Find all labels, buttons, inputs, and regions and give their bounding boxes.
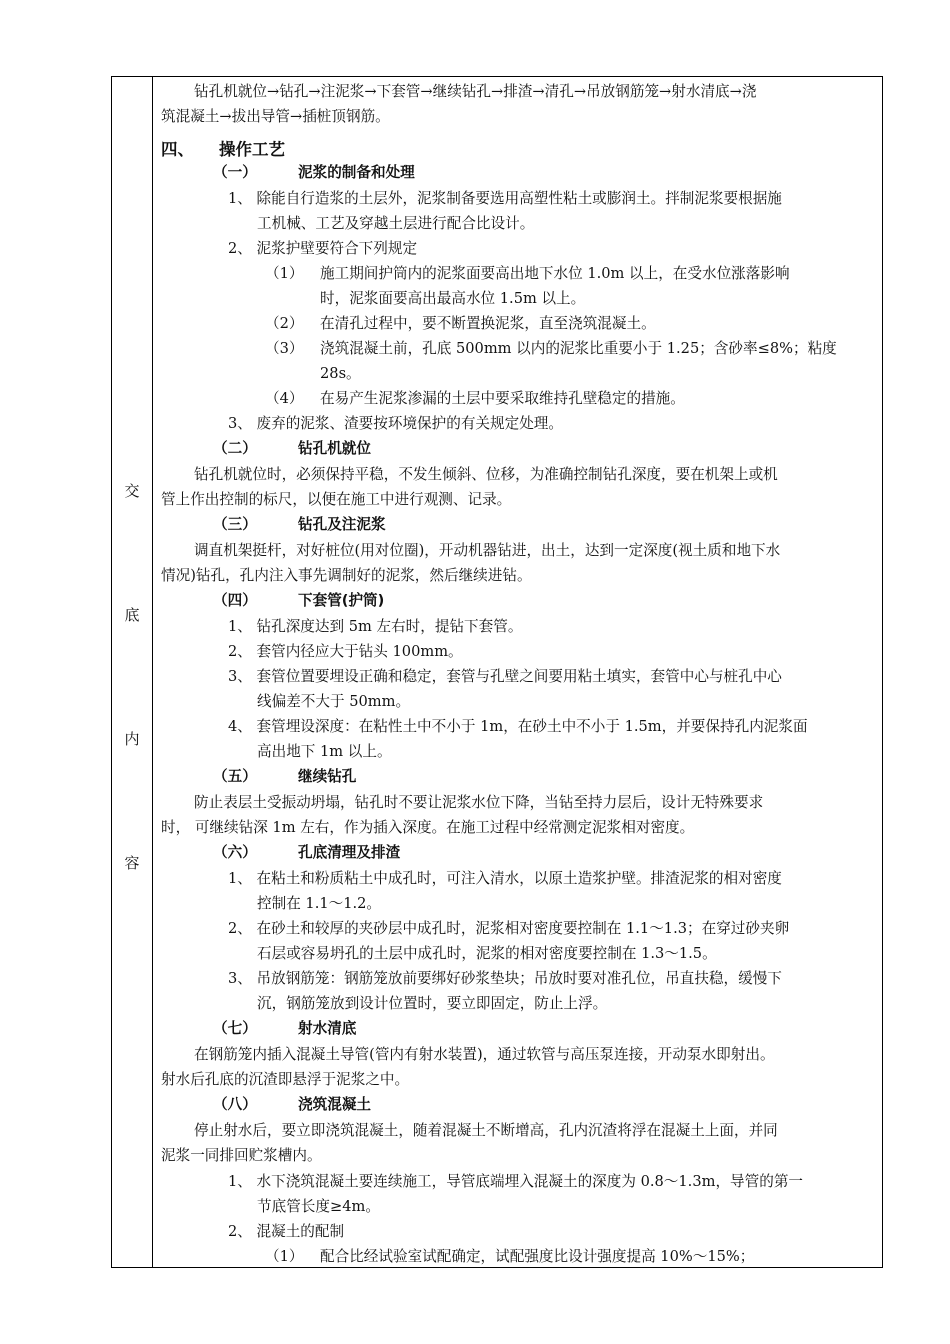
text-line: 2、 混凝土的配制 xyxy=(228,1223,345,1240)
text-line: 线偏差不大于 50mm。 xyxy=(257,693,411,710)
text-line: 2、 在砂土和较厚的夹砂层中成孔时，泥浆相对密度要控制在 1.1～1.3；在穿过砂夹卵 xyxy=(228,920,790,937)
text-line: 2、 泥浆护壁要符合下列规定 xyxy=(228,240,418,257)
text-line: 沉，钢筋笼放到设计位置时，要立即固定，防止上浮。 xyxy=(257,995,608,1012)
side-label-char: 内 xyxy=(124,730,140,748)
section-heading: （三） xyxy=(213,516,257,533)
text-line: 筑混凝土→拔出导管→插桩顶钢筋。 xyxy=(161,108,390,125)
text-line: 3、 废弃的泥浆、渣要按环境保护的有关规定处理。 xyxy=(228,415,563,432)
text-line: 停止射水后，要立即浇筑混凝土，随着混凝土不断增高，孔内沉渣将浮在混凝土上面，并同 xyxy=(194,1122,778,1139)
section-heading: 钻孔及注泥浆 xyxy=(298,516,386,533)
text-line: 射水后孔底的沉渣即悬浮于泥浆之中。 xyxy=(161,1071,410,1088)
text-line: 节底管长度≥4m。 xyxy=(257,1198,380,1215)
section-heading: 射水清底 xyxy=(298,1020,357,1037)
text-line: 28s。 xyxy=(320,365,361,382)
text-line: 泥浆一同排回贮浆槽内。 xyxy=(161,1147,322,1164)
text-line: 1、 钻孔深度达到 5m 左右时，提钻下套管。 xyxy=(228,618,523,635)
section-heading: 操作工艺 xyxy=(219,140,285,159)
text-line: 1、 在粘土和粉质粘土中成孔时，可注入清水，以原土造浆护壁。排渣泥浆的相对密度 xyxy=(228,870,782,887)
text-line: 防止表层土受振动坍塌，钻孔时不要让泥浆水位下降，当钻至持力层后，设计无特殊要求 xyxy=(194,794,764,811)
text-line: 钻孔机就位时，必须保持平稳，不发生倾斜、位移，为准确控制钻孔深度，要在机架上或机 xyxy=(194,466,778,483)
text-line: 情况)钻孔，孔内注入事先调制好的泥浆，然后继续进钻。 xyxy=(161,567,532,584)
section-heading: 孔底清理及排渣 xyxy=(298,844,401,861)
section-heading: （一） xyxy=(213,164,257,181)
text-line: 1、 水下浇筑混凝土要连续施工，导管底端埋入混凝土的深度为 0.8～1.3m，导管的第一 xyxy=(228,1173,804,1190)
text-line: 在易产生泥浆渗漏的土层中要采取维持孔壁稳定的措施。 xyxy=(320,390,685,407)
text-line: 配合比经试验室试配确定，试配强度比设计强度提高 10%～15%； xyxy=(320,1248,755,1265)
text-line: 4、 套管埋设深度：在粘性土中不小于 1m，在砂土中不小于 1.5m，并要保持孔内泥浆面 xyxy=(228,718,808,735)
text-line: 施工期间护筒内的泥浆面要高出地下水位 1.0m 以上，在受水位涨落影响 xyxy=(320,265,790,282)
section-heading: 四、 xyxy=(161,140,194,159)
text-line: 在钢筋笼内插入混凝土导管(管内有射水装置)，通过软管与高压泵连接，开动泵水即射出。 xyxy=(194,1046,775,1063)
text-line: 时，泥浆面要高出最高水位 1.5m 以上。 xyxy=(320,290,586,307)
text-line: （3） xyxy=(265,340,304,357)
text-line: 1、 除能自行造浆的土层外，泥浆制备要选用高塑性粘土或膨润土。拌制泥浆要根据施 xyxy=(228,190,782,207)
text-line: 石层或容易坍孔的土层中成孔时，泥浆的相对密度要控制在 1.3～1.5。 xyxy=(257,945,717,962)
section-heading: （八） xyxy=(213,1096,257,1113)
text-line: 在清孔过程中，要不断置换泥浆，直至浇筑混凝土。 xyxy=(320,315,656,332)
section-heading: （四） xyxy=(213,592,257,609)
content-cell xyxy=(153,76,882,1268)
section-heading: 下套管(护筒) xyxy=(298,592,385,609)
side-label-char: 底 xyxy=(124,606,140,624)
section-heading: （二） xyxy=(213,440,257,457)
section-heading: 浇筑混凝土 xyxy=(298,1096,371,1113)
text-line: （4） xyxy=(265,390,304,407)
text-line: 时， 可继续钻深 1m 左右，作为插入深度。在施工过程中经常测定泥浆相对密度。 xyxy=(161,819,695,836)
section-heading: 继续钻孔 xyxy=(298,768,357,785)
text-line: 工机械、工艺及穿越土层进行配合比设计。 xyxy=(257,215,535,232)
text-line: （1） xyxy=(265,1248,304,1265)
text-line: （1） xyxy=(265,265,304,282)
section-heading: 泥浆的制备和处理 xyxy=(298,164,415,181)
text-line: 3、 吊放钢筋笼：钢筋笼放前要绑好砂浆垫块；吊放时要对准孔位，吊直扶稳，缓慢下 xyxy=(228,970,782,987)
side-label-char: 容 xyxy=(124,854,140,872)
text-line: 调直机架挺杆，对好桩位(用对位圈)，开动机器钻进，出土，达到一定深度(视土质和地下水 xyxy=(194,542,781,559)
text-line: 管上作出控制的标尺，以便在施工中进行观测、记录。 xyxy=(161,491,512,508)
text-line: 控制在 1.1～1.2。 xyxy=(257,895,382,912)
section-heading: （五） xyxy=(213,768,257,785)
section-heading: （七） xyxy=(213,1020,257,1037)
text-line: （2） xyxy=(265,315,304,332)
text-line: 浇筑混凝土前，孔底 500mm 以内的泥浆比重要小于 1.25；含砂率≤8%；粘度 xyxy=(320,340,837,357)
text-line: 钻孔机就位→钻孔→注泥浆→下套管→继续钻孔→排渣→清孔→吊放钢筋笼→射水清底→浇 xyxy=(194,83,757,100)
text-line: 2、 套管内径应大于钻头 100mm。 xyxy=(228,643,463,660)
section-heading: 钻孔机就位 xyxy=(298,440,371,457)
section-heading: （六） xyxy=(213,844,257,861)
text-line: 高出地下 1m 以上。 xyxy=(257,743,392,760)
side-label-char: 交 xyxy=(124,482,140,500)
text-line: 3、 套管位置要埋设正确和稳定，套管与孔壁之间要用粘土填实，套管中心与桩孔中心 xyxy=(228,668,782,685)
